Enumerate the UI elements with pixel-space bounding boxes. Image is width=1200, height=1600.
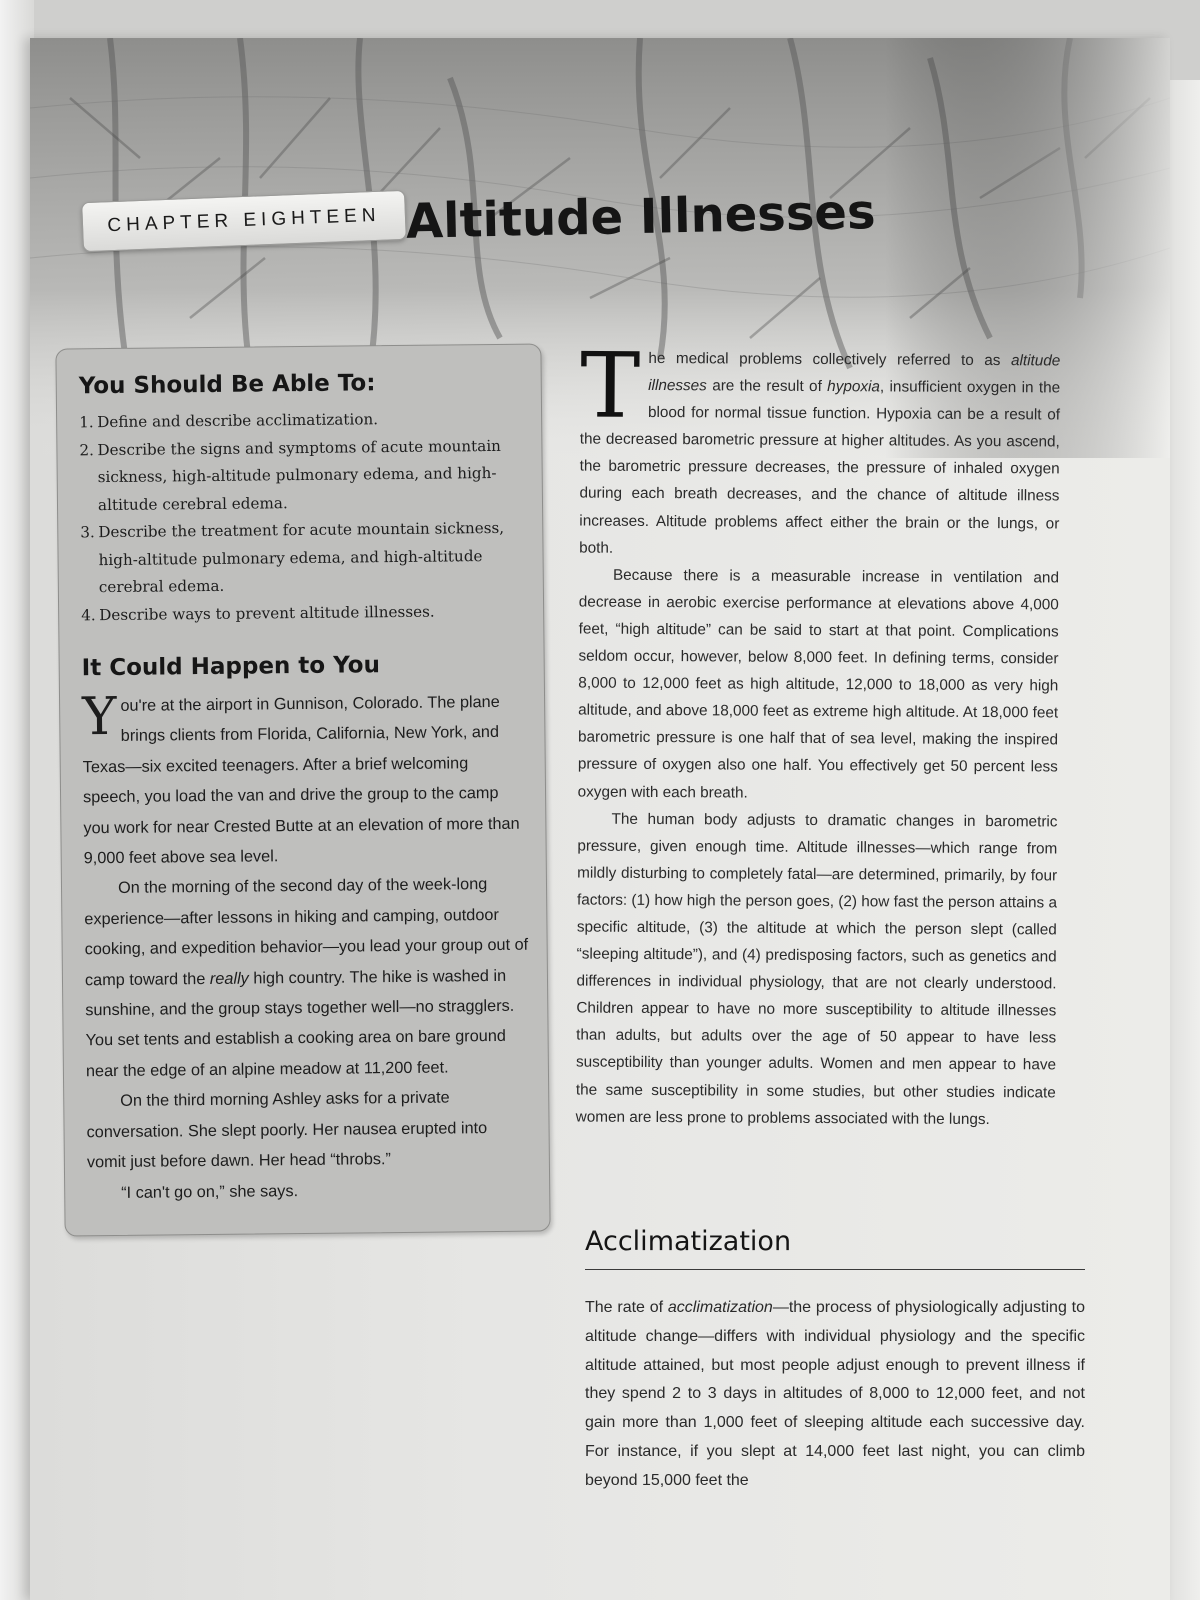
list-item: 4. Describe ways to prevent altitude illnesses. — [81, 602, 435, 624]
story-paragraph: On the morning of the second day of the week-long experience—after lessons in hiking and camping, outdoor cooking, and expedition behavior—you lead your group out of camp toward the really high country. The hike is washed in sunshine, and the group stays together well—no stragglers. You set tents and establish a cooking area on bare ground near the edge of an alpine meadow at 11,200 feet. — [84, 875, 529, 1081]
acclimatization-section — [585, 1294, 1085, 1496]
story-paragraph: You're at the airport in Gunnison, Colorado. The plane brings clients from Florida, California, New York, and Texas—six excited teenagers. After a brief welcoming speech, you load the van and drive the group to the camp you work for near Crested Butte at an elevation of more than 9,000 feet above sea level. — [81, 686, 520, 868]
list-item: 3. Describe the treatment for acute mountain sickness, high-altitude pulmonary edema, and high-altitude cerebral edema. — [80, 518, 505, 597]
drop-cap: Y — [81, 686, 117, 748]
drop-cap: T — [579, 333, 641, 439]
main-text-column — [575, 333, 1061, 1134]
chapter-number-label: CHAPTER EIGHTEEN — [107, 204, 381, 237]
section-heading-acclimatization: Acclimatization — [585, 1226, 1085, 1270]
story-paragraph: On the third morning Ashley asks for a private conversation. She slept poorly. Her nausea erupted into vomit just before dawn. Her head “throbs.” — [86, 1088, 488, 1172]
scenario-story — [82, 687, 531, 1209]
body-paragraph: The medical problems collectively referred to as altitude illnesses are the result of hypoxia, insufficient oxygen in the blood for normal tissue function. Hypoxia can be a result of the decreased barometric pressure at higher altitudes. As you ascend, the barometric pressure decreases, the pressure of inhaled oxygen during each breath decreases, and the chance of altitude illness increases. Altitude problems affect either the brain or the lungs, or both. — [579, 333, 1061, 557]
body-paragraph: Because there is a measurable increase in ventilation and decrease in aerobic exercise performance at elevations above 4,000 feet, “high altitude” can be said to start at that point. Complications seldom occur, however, below 8,000 feet. In defining terms, consider 8,000 to 12,000 feet as high altitude, 12,000 to 18,000 as very high altitude, and above 18,000 feet as extreme high altitude. At 18,000 feet barometric pressure is one half that of sea level, making the inspired pressure of oxygen also one half. You effectively get 50 percent less oxygen with each breath. — [577, 566, 1060, 802]
book-spine-edge — [0, 0, 34, 1600]
story-heading: It Could Happen to You — [81, 652, 381, 682]
list-item: 2. Describe the signs and symptoms of acute mountain sickness, high-altitude pulmonary edema, and high-altitude cerebral edema. — [79, 436, 502, 514]
objectives-heading: You Should Be Able To: — [78, 370, 376, 400]
story-paragraph: “I can't go on,” she says. — [121, 1181, 299, 1202]
learning-objectives-box — [55, 343, 550, 1236]
body-paragraph: The human body adjusts to dramatic changes in barometric pressure, given enough time. Altitude illnesses—which range from mildly disturbing to completely fatal—are determined, primarily, by four factors: (1) how high the person goes, (2) how fast the person attains a specific altitude, (3) the altitude at which the person slept (called “sleeping altitude”), and (4) predisposing factors, such as genetics and differences in individual physiology, that are not clearly understood. Children appear to have no more susceptibility to altitude illnesses than adults, but adults over the age of 50 appear to have less susceptibility than younger adults. Women and men appear to have the same susceptibility in some studies, but other studies indicate women are less prone to problems associated with the lungs. — [575, 810, 1058, 1128]
body-paragraph: The rate of acclimatization—the process of physiologically adjusting to altitude change—differs with individual physiology and the specific altitude attained, but most people adjust enough to prevent illness if they spend 2 to 3 days in altitudes of 8,000 to 12,000 feet, and not gain more than 1,000 feet of sleeping altitude each successive day. For instance, if you slept at 14,000 feet last night, you can climb beyond 15,000 feet the — [585, 1299, 1085, 1489]
list-item: 1. Define and describe acclimatization. — [79, 410, 379, 432]
objectives-list — [79, 405, 525, 630]
book-page — [30, 38, 1170, 1600]
chapter-title: Altitude Illnesses — [405, 184, 877, 250]
